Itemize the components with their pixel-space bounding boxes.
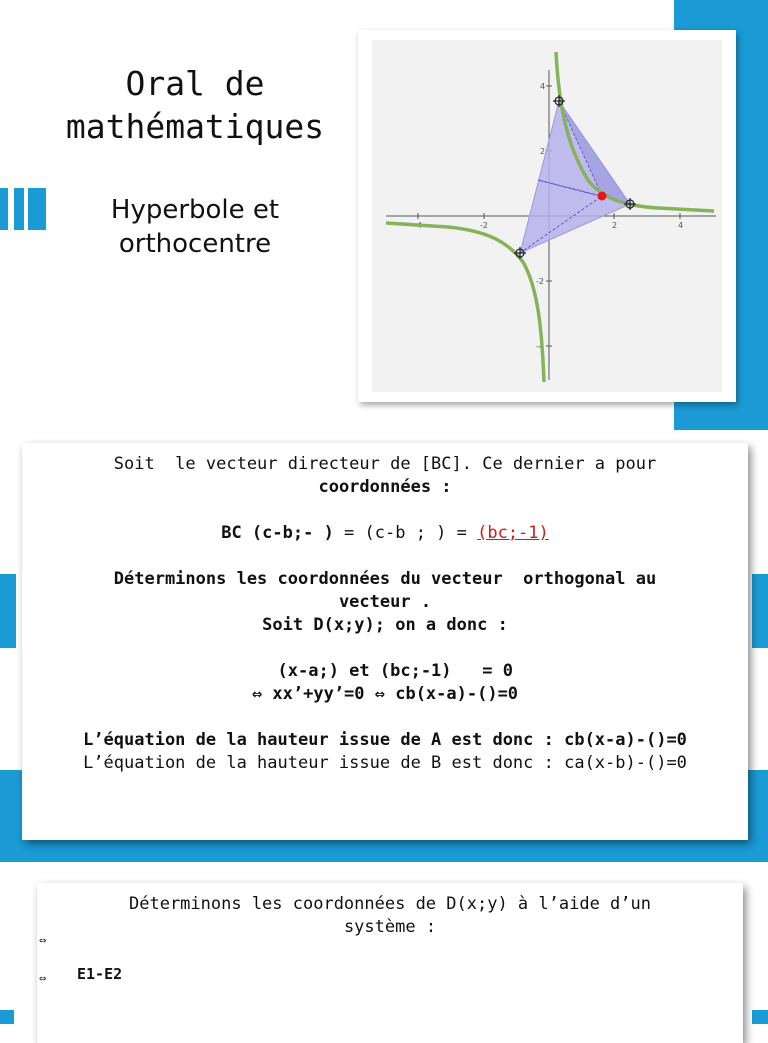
section-bar-2	[14, 188, 24, 230]
hyperbola-plot	[358, 30, 736, 402]
vector-bc-result: (bc;-1)	[477, 523, 549, 543]
card3-line-2: système :	[343, 917, 437, 937]
card2-line-2: coordonnées :	[318, 477, 452, 497]
section-bar-1	[0, 188, 8, 230]
card3-line-1: Déterminons les coordonnées de D(x;y) à l’aide d’un	[129, 894, 651, 914]
vector-bc-expression: = (c-b ; ) =	[333, 523, 478, 543]
y-tick-label: 2	[540, 147, 546, 156]
card3-line-3: E1-E2	[77, 965, 123, 983]
card2-line-9: L’équation de la hauteur issue de A est donc : cb(x-a)-()=0	[83, 730, 687, 750]
title-line-2: mathématiques	[65, 107, 325, 146]
equivalence-symbol: ⇔	[39, 933, 47, 947]
card2-spacer	[22, 545, 748, 568]
card2-line-3	[22, 522, 748, 545]
equivalence-symbol: ⇔	[39, 971, 47, 985]
subtitle-line-1: Hyperbole et	[110, 195, 280, 225]
y-tick-label: -4	[536, 342, 544, 351]
card2-line-1: Soit le vecteur directeur de [BC]. Ce dernier a pour	[113, 454, 657, 474]
title-line-1: Oral de	[125, 64, 265, 103]
card2-line-8: ⇔ xx’+yy’=0 ⇔ cb(x-a)-()=0	[251, 684, 519, 704]
x-tick-label: 2	[612, 221, 618, 230]
card2-spacer	[22, 637, 748, 660]
x-tick-label: -4	[414, 221, 422, 230]
card2-line-5: vecteur .	[338, 592, 432, 612]
orthocenter-point	[598, 192, 607, 201]
card2-line-10: L’équation de la hauteur issue de B est donc : ca(x-b)-()=0	[83, 753, 687, 773]
card2-line-7: (x-a;) et (bc;-1) = 0	[257, 661, 513, 681]
card2-line-4: Déterminons les coordonnées du vecteur orthogonal au	[113, 569, 657, 589]
accent-edge-left-bottom	[0, 1010, 14, 1024]
hyperbola-figure	[358, 30, 736, 402]
orthogonality-card	[22, 443, 748, 840]
subtitle-line-2: orthocentre	[118, 229, 272, 259]
x-tick-label: -2	[480, 221, 488, 230]
card2-line-6: Soit D(x;y); on a donc :	[262, 615, 508, 635]
x-tick-label: 4	[678, 221, 684, 230]
accent-edge-right-bottom	[752, 1010, 768, 1024]
vector-bc-label: BC (c-b;- )	[221, 523, 334, 543]
y-tick-label: -2	[536, 277, 544, 286]
section-bar-3	[28, 188, 38, 230]
slide-subtitle	[60, 193, 330, 261]
section-bar-4	[38, 188, 46, 230]
y-tick-label: 4	[540, 82, 546, 91]
accent-edge-right-mid	[752, 574, 768, 648]
system-card	[37, 883, 743, 1043]
slide-title	[40, 62, 350, 148]
card2-spacer	[22, 499, 748, 522]
accent-edge-left-mid	[0, 574, 16, 648]
card2-spacer	[22, 706, 748, 729]
